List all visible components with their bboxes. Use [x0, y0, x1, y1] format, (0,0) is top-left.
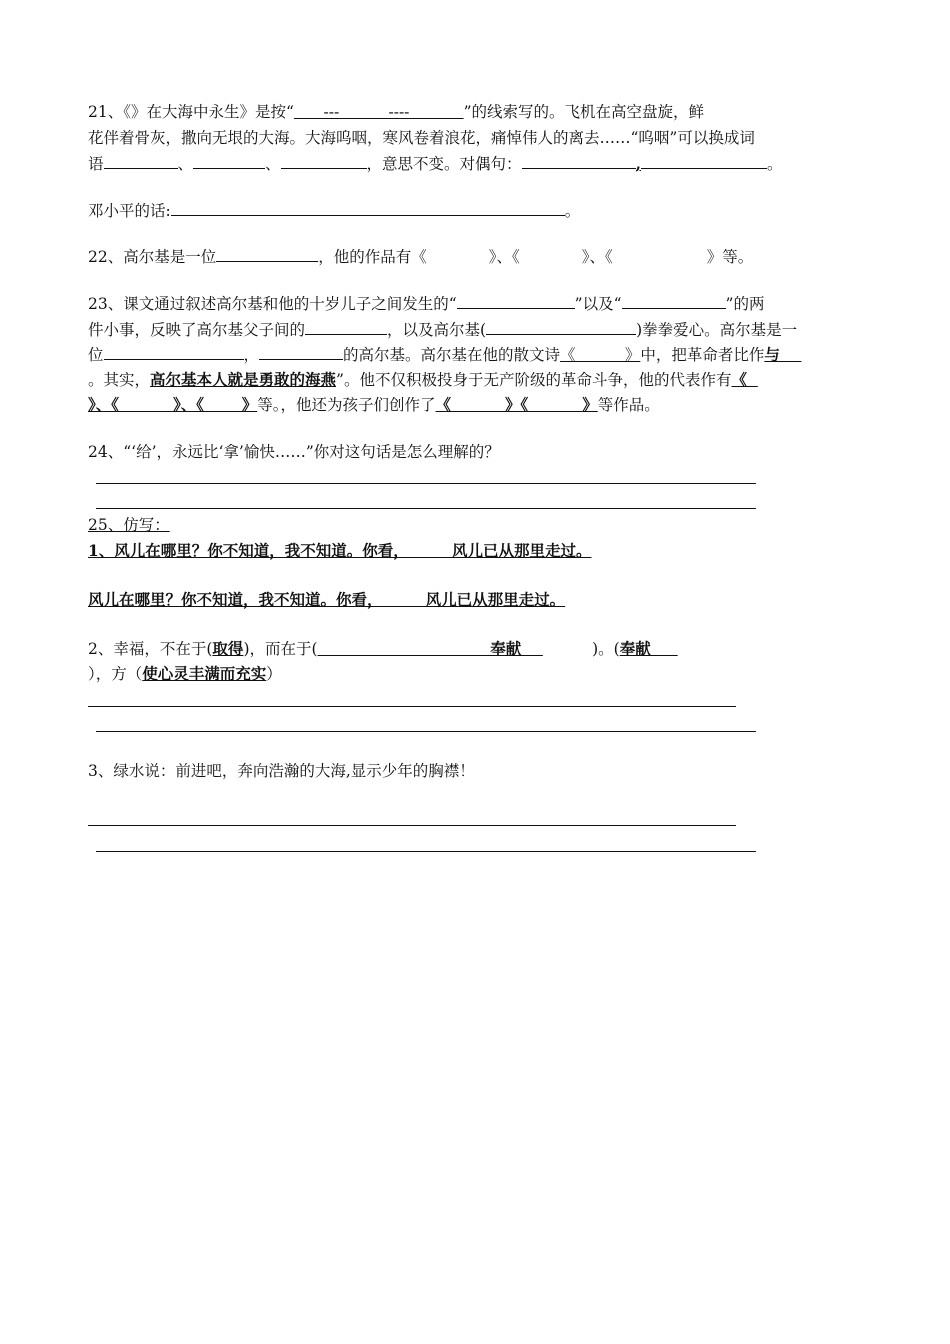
answer-blank[interactable] — [281, 152, 367, 169]
answer-blank[interactable] — [486, 318, 636, 335]
q22-line: 22、高尔基是一位 ，他的作品有《 》、《 》、《 》等。 — [88, 245, 753, 268]
q23-line5: 》、《 》、《 》等。，他还为孩子们创作了《 》《 》等作品。 — [88, 395, 660, 414]
answer-line[interactable] — [88, 706, 736, 707]
answer-line[interactable] — [88, 825, 736, 826]
q21-line2: 花伴着骨灰，撒向无垠的大海。大海呜咽，寒风卷着浪花，痛悼伟人的离去……“呜咽”可以换成词 — [88, 129, 755, 147]
q25-sentence-2: 2、幸福，不在于(取得)，而在于( 奉献 )。(奉献 — [88, 639, 678, 658]
answer-blank[interactable] — [193, 152, 265, 169]
q23-line3: 位 ， 的高尔基。高尔基在他的散文诗《 》中，把革命者比作与 — [88, 345, 802, 364]
answer-blank[interactable] — [305, 318, 387, 335]
answer-blank[interactable] — [104, 152, 178, 169]
q21-line1: 21、《》在大海中永生》是按“ --- ---- ”的线索写的。飞机在高空盘旋，鲜 — [88, 103, 705, 121]
q23-line2: 件小事，反映了高尔基父子间的 ，以及高尔基( )拳拳爱心。高尔基是一 — [88, 318, 797, 341]
q23-line1: 23、课文通过叙述高尔基和他的十岁儿子之间发生的“ ”以及“ ”的两 — [88, 292, 764, 315]
answer-blank[interactable] — [259, 343, 343, 360]
answer-line[interactable] — [96, 731, 756, 732]
q25-sentence-1b: 风儿在哪里？你不知道，我不知道。你看， 风儿已从那里走过。 — [88, 590, 566, 609]
answer-line[interactable] — [96, 508, 756, 509]
q25-title: 25、仿写： — [88, 516, 170, 534]
answer-line[interactable] — [96, 483, 756, 484]
q25-sentence-3: 3、绿水说：前进吧，奔向浩瀚的大海,显示少年的胸襟！ — [88, 762, 475, 780]
q21-line3: 语 、 、 ，意思不变。对偶句： , 。 — [88, 154, 783, 173]
answer-blank[interactable] — [522, 152, 636, 169]
q25-sentence-1: 1、风儿在哪里？你不知道，我不知道。你看， 风儿已从那里走过。 — [88, 541, 592, 560]
q21-line4: 邓小平的话: 。 — [88, 199, 580, 222]
q25-sentence-2-cont: ），方（使心灵丰满而充实） — [88, 664, 282, 683]
answer-line[interactable] — [96, 851, 756, 852]
answer-blank[interactable] — [216, 245, 318, 262]
q24-text: 24、“‘给’，永远比‘拿’愉快……”你对这句话是怎么理解的？ — [88, 443, 500, 461]
answer-blank[interactable] — [457, 292, 575, 309]
answer-blank[interactable] — [171, 199, 565, 216]
answer-blank[interactable] — [622, 292, 726, 309]
answer-blank[interactable] — [641, 152, 767, 169]
answer-blank[interactable] — [104, 343, 244, 360]
q23-line4: 。其实，高尔基本人就是勇敢的海燕”。他不仅积极投身于无产阶级的革命斗争，他的代表作有《 — [88, 370, 758, 389]
